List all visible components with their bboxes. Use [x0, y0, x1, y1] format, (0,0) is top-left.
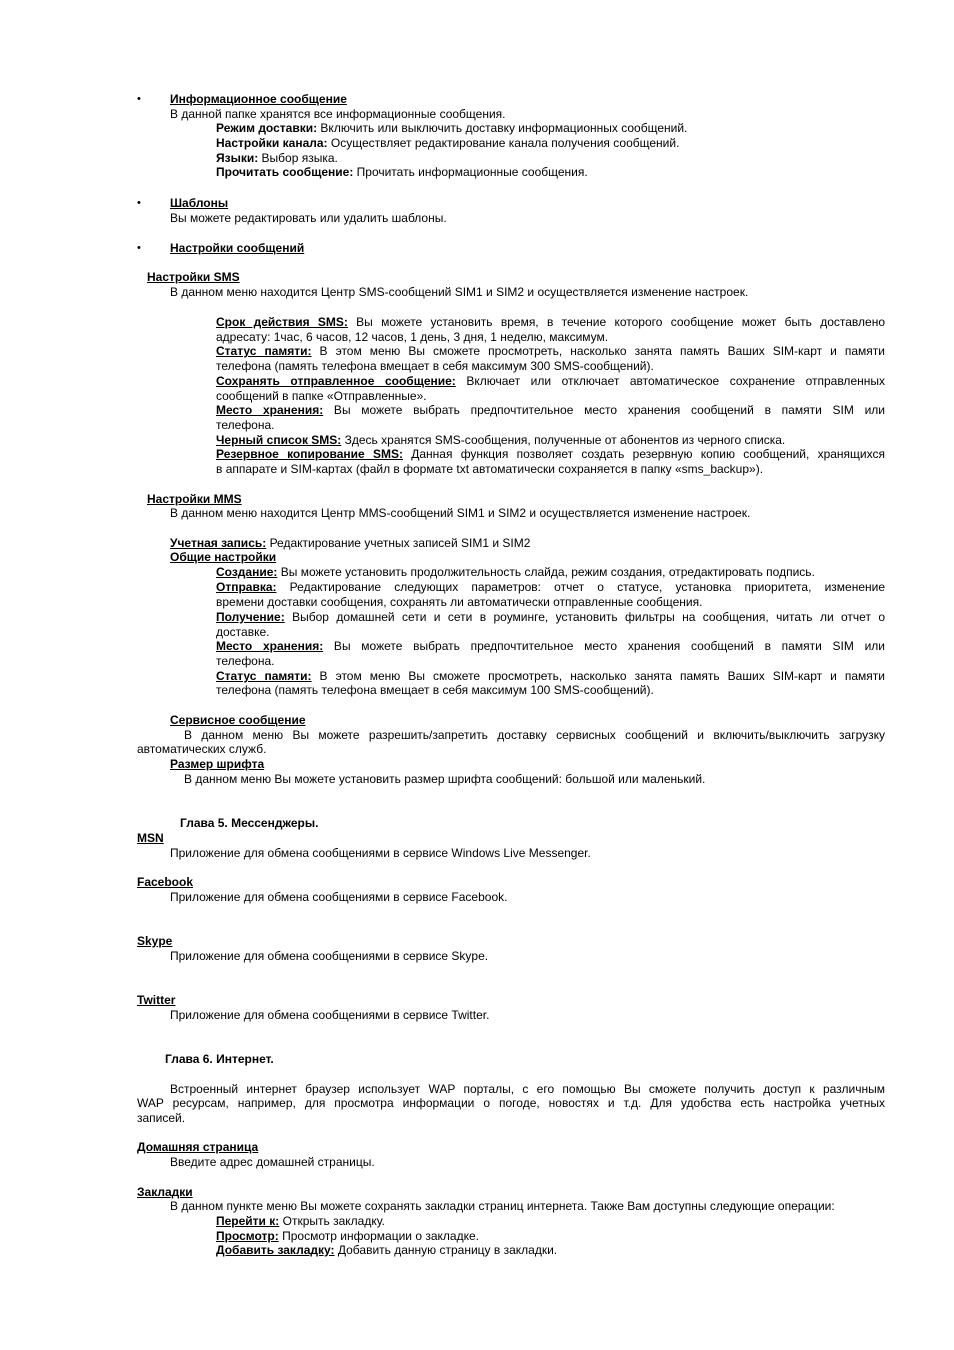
facebook-title: Facebook [137, 875, 194, 889]
bookmarks-goto-line [216, 1214, 385, 1229]
mms-memory-line-1 [216, 669, 885, 684]
twitter-desc: Приложение для обмена сообщениями в сервисе Twitter. [170, 1008, 490, 1022]
bookmarks-title: Закладки [137, 1185, 193, 1199]
bookmarks-add-label: Добавить закладку: [216, 1243, 335, 1257]
skype-title: Skype [137, 934, 173, 948]
facebook-desc: Приложение для обмена сообщениями в сервисе Facebook. [170, 890, 508, 904]
sms-memory-text: В этом меню Вы сможете просмотреть, насколько занята память Ваших SIM-карт и памяти [311, 344, 886, 358]
section-title-sms-settings: Настройки SMS [147, 270, 240, 284]
sms-save-line-2: сообщений в папке «Отправленные». [216, 389, 427, 403]
sms-storage-text: Вы можете выбрать предпочтительное место хранения сообщений в памяти SIM или [323, 403, 886, 417]
bullet-icon: • [137, 93, 141, 105]
bullet-icon: • [137, 242, 141, 254]
mms-account-label: Учетная запись: [170, 536, 267, 550]
templates-desc: Вы можете редактировать или удалить шаблоны. [170, 211, 447, 225]
sms-desc: В данном меню находится Центр SMS-сообщений SIM1 и SIM2 и осуществляется изменение настроек. [170, 285, 749, 299]
sms-save-label: Сохранять отправленное сообщение: [216, 374, 456, 388]
sms-backup-line-2: в аппарате и SIM-картах (файл в формате txt автоматически сохраняется в папку «sms_backup»). [216, 462, 764, 476]
sms-backup-text: Данная функция позволяет создать резервную копию сообщений, хранящихся [402, 447, 885, 461]
mms-account-line [170, 536, 530, 551]
mms-receive-line-2: доставке. [216, 625, 270, 639]
mms-receive-text: Выбор домашней сети и сети в роуминге, установить фильтры на сообщения, читать ли отчет о [284, 610, 885, 624]
mms-memory-label: Статус памяти: [216, 669, 312, 683]
info-channel-line [216, 136, 679, 151]
bookmarks-add-line [216, 1243, 557, 1258]
sms-memory-line-1 [216, 344, 885, 359]
mms-create-line [216, 565, 815, 580]
sms-validity-line-1 [216, 315, 885, 330]
mms-memory-line-2: телефона (память телефона вмещает в себя максимум 100 SMS-сообщений). [216, 683, 654, 697]
bookmarks-view-line [216, 1229, 479, 1244]
bookmarks-add-text: Добавить данную страницу в закладки. [334, 1243, 558, 1257]
mms-storage-label: Место хранения: [216, 639, 324, 653]
section-title-mms-settings: Настройки MMS [147, 492, 242, 506]
sms-blacklist-line [216, 433, 785, 448]
mms-create-text: Вы можете установить продолжительность слайда, режим создания, отредактировать подпись. [277, 565, 815, 579]
info-lang-label: Языки: [216, 151, 259, 165]
internet-intro-line-2: WAP ресурсам, например, для просмотра информации о погоде, новостях и т.д. Для удобства есть настройка учетных [137, 1096, 885, 1110]
skype-desc: Приложение для обмена сообщениями в сервисе Skype. [170, 949, 489, 963]
bullet-icon: • [137, 197, 141, 209]
mms-receive-label: Получение: [216, 610, 285, 624]
font-desc: В данном меню Вы можете установить размер шрифта сообщений: большой или маленький. [184, 772, 706, 786]
internet-intro-line-3: записей. [137, 1111, 186, 1125]
mms-send-text: Редактирование следующих параметров: отчет о статусе, установка приоритета, изменение [276, 580, 885, 594]
sms-storage-line-1 [216, 403, 885, 418]
info-channel-text: Осуществляет редактирование канала получения сообщений. [327, 136, 680, 150]
info-desc: В данной папке хранятся все информационные сообщения. [170, 107, 506, 121]
section-title-info-message: Информационное сообщение [170, 92, 347, 106]
bookmarks-view-label: Просмотр: [216, 1229, 279, 1243]
service-line-1: В данном меню Вы можете разрешить/запретить доставку сервисных сообщений и включить/выключить загрузку [184, 728, 885, 742]
bookmarks-view-text: Просмотр информации о закладке. [278, 1229, 479, 1243]
info-read-line [216, 165, 588, 180]
twitter-title: Twitter [137, 993, 176, 1007]
sms-save-line-1 [216, 374, 885, 389]
sms-backup-label: Резервное копирование SMS: [216, 447, 403, 461]
internet-intro-line-1: Встроенный интернет браузер использует WAP порталы, с его помощью Вы сможете получить доступ к различным [170, 1082, 885, 1096]
sms-storage-label: Место хранения: [216, 403, 324, 417]
bookmarks-goto-label: Перейти к: [216, 1214, 280, 1228]
homepage-title: Домашняя страница [137, 1140, 259, 1154]
info-lang-line [216, 151, 338, 166]
mms-send-line-2: времени доставки сообщения, сохранять ли автоматически отправленные сообщения. [216, 595, 703, 609]
info-read-text: Прочитать информационные сообщения. [353, 165, 588, 179]
mms-create-label: Создание: [216, 565, 278, 579]
bookmarks-goto-text: Открыть закладку. [279, 1214, 385, 1228]
info-delivery-text: Включить или выключить доставку информационных сообщений. [317, 121, 688, 135]
info-delivery-line [216, 121, 687, 136]
service-line-2: автоматических служб. [137, 742, 267, 756]
bookmarks-desc: В данном пункте меню Вы можете сохранять закладки страниц интернета. Также Вам доступны следующие операции: [170, 1199, 835, 1213]
sms-storage-line-2: телефона. [216, 418, 275, 432]
section-title-message-settings: Настройки сообщений [170, 241, 305, 255]
chapter-5-title: Глава 5. Мессенджеры. [180, 816, 319, 830]
sms-memory-label: Статус памяти: [216, 344, 312, 358]
msn-title: MSN [137, 831, 164, 845]
mms-send-label: Отправка: [216, 580, 277, 594]
sms-blacklist-text: Здесь хранятся SMS-сообщения, полученные от абонентов из черного списка. [341, 433, 786, 447]
sms-validity-line-2: адресату: 1час, 6 часов, 12 часов, 1 день, 3 дня, 1 неделю, максимум. [216, 330, 609, 344]
mms-storage-line-1 [216, 639, 885, 654]
mms-desc: В данном меню находится Центр MMS-сообщений SIM1 и SIM2 и осуществляется изменение настроек. [170, 506, 751, 520]
sms-memory-line-2: телефона (память телефона вмещает в себя максимум 300 SMS-сообщений). [216, 359, 654, 373]
chapter-6-title: Глава 6. Интернет. [165, 1052, 274, 1066]
section-title-font-size: Размер шрифта [170, 757, 265, 771]
info-lang-text: Выбор языка. [258, 151, 338, 165]
mms-general-title: Общие настройки [170, 550, 277, 564]
msn-desc: Приложение для обмена сообщениями в сервисе Windows Live Messenger. [170, 846, 591, 860]
mms-send-line-1 [216, 580, 885, 595]
sms-backup-line-1 [216, 447, 885, 462]
sms-validity-label: Срок действия SMS: [216, 315, 348, 329]
sms-validity-text: Вы можете установить время, в течение которого сообщение может быть доставлено [347, 315, 885, 329]
mms-memory-text: В этом меню Вы сможете просмотреть, насколько занята память Ваших SIM-карт и памяти [311, 669, 886, 683]
mms-account-text: Редактирование учетных записей SIM1 и SIM2 [266, 536, 531, 550]
homepage-desc: Введите адрес домашней страницы. [170, 1155, 375, 1169]
info-delivery-label: Режим доставки: [216, 121, 318, 135]
mms-storage-line-2: телефона. [216, 654, 275, 668]
section-title-service-message: Сервисное сообщение [170, 713, 306, 727]
info-channel-label: Настройки канала: [216, 136, 328, 150]
sms-save-text: Включает или отключает автоматическое сохранение отправленных [455, 374, 885, 388]
mms-receive-line-1 [216, 610, 885, 625]
sms-blacklist-label: Черный список SMS: [216, 433, 342, 447]
info-read-label: Прочитать сообщение: [216, 165, 354, 179]
section-title-templates: Шаблоны [170, 196, 229, 210]
mms-storage-text: Вы можете выбрать предпочтительное место хранения сообщений в памяти SIM или [323, 639, 886, 653]
